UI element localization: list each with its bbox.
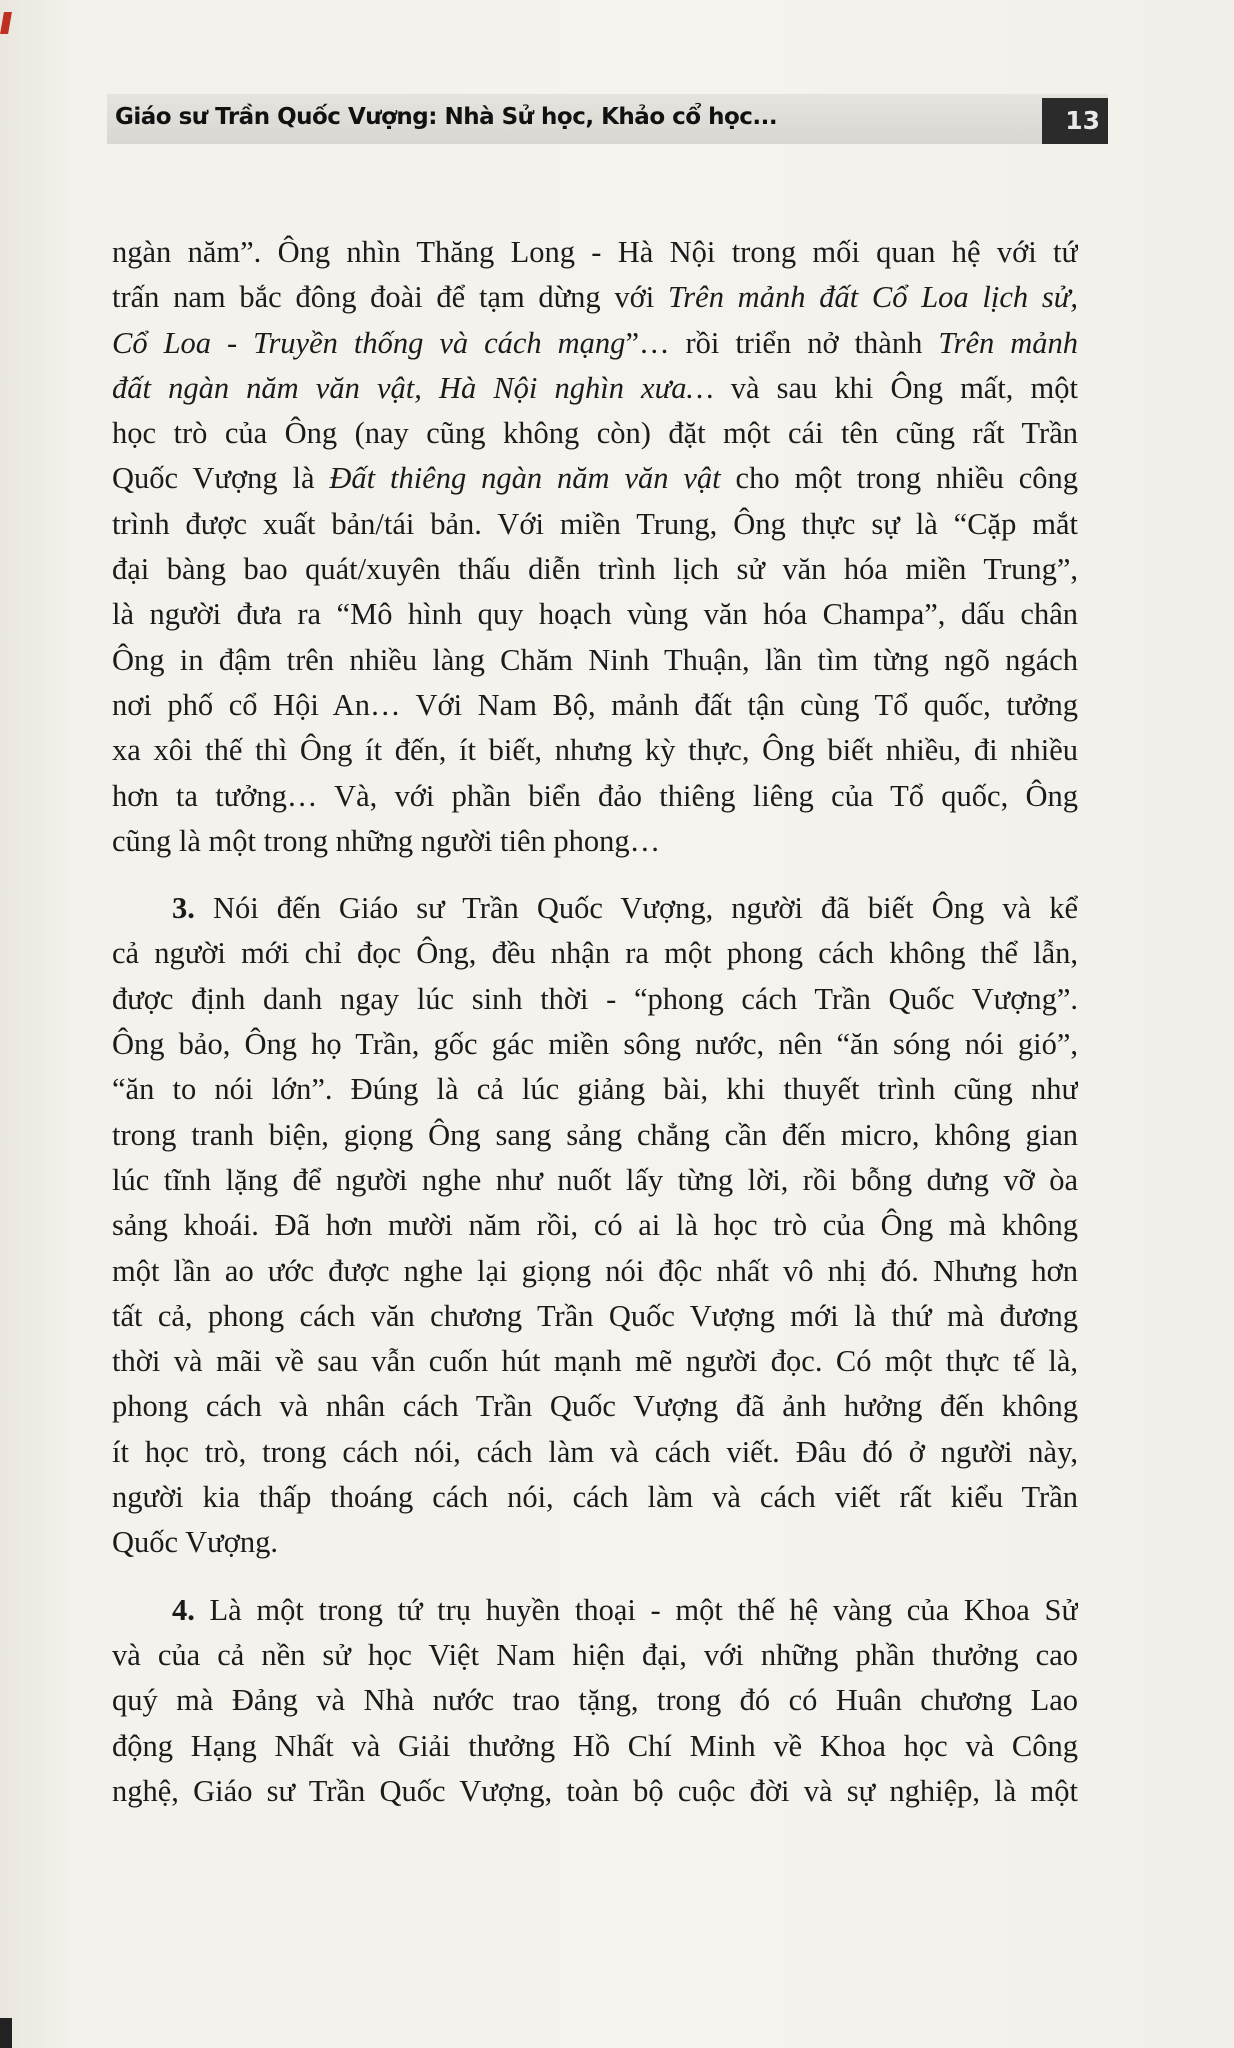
text-line: nơi phố cổ Hội An… Với Nam Bộ, mảnh đất tận cùng Tổ quốc, tưởng: [112, 687, 1078, 722]
text-line: được định danh ngay lúc sinh thời - “phong cách Trần Quốc Vượng”.: [112, 981, 1078, 1016]
text-line: phong cách và nhân cách Trần Quốc Vượng đã ảnh hưởng đến không: [112, 1389, 1078, 1424]
text-line: trình được xuất bản/tái bản. Với miền Trung, Ông thực sự là “Cặp mắt: [112, 506, 1078, 541]
text-line: cũng là một trong những người tiên phong…: [112, 823, 661, 858]
paragraph-4: [112, 1588, 1078, 1814]
text-line: cả người mới chỉ đọc Ông, đều nhận ra một phong cách không thể lẫn,: [112, 936, 1078, 971]
running-title: Giáo sư Trần Quốc Vượng: Nhà Sử học, Khảo cổ học...: [115, 104, 778, 130]
paragraph-number: 3.: [172, 891, 195, 926]
text-line: người kia thấp thoáng cách nói, cách làm và cách viết rất kiểu Trần: [112, 1480, 1078, 1515]
text-line: “ăn to nói lớn”. Đúng là cả lúc giảng bài, khi thuyết trình cũng như: [112, 1072, 1078, 1107]
page-edge-mark: [0, 2018, 12, 2048]
text-line: Ông bảo, Ông họ Trần, gốc gác miền sông nước, nên “ăn sóng nói gió”,: [112, 1027, 1078, 1062]
text-line: đất ngàn năm văn vật, Hà Nội nghìn xưa… và sau khi Ông mất, một: [112, 370, 1078, 405]
text-line: thời và mãi về sau vẫn cuốn hút mạnh mẽ người đọc. Có một thực tế là,: [112, 1344, 1078, 1379]
text-line: ngàn năm”. Ông nhìn Thăng Long - Hà Nội trong mối quan hệ với tứ: [112, 235, 1078, 269]
text-line: Cổ Loa - Truyền thống và cách mạng”… rồi triển nở thành Trên mảnh: [112, 325, 1078, 360]
book-title: Trên mảnh đất Cổ Loa lịch sử,: [668, 280, 1078, 315]
page-number: 13: [1042, 98, 1108, 144]
text-line: ít học trò, trong cách nói, cách làm và cách viết. Đâu đó ở người này,: [112, 1434, 1078, 1469]
text-line: Ông in đậm trên nhiều làng Chăm Ninh Thuận, lần tìm từng ngõ ngách: [112, 642, 1078, 677]
body-text: [112, 230, 1078, 1814]
text-line: trong tranh biện, giọng Ông sang sảng chẳng cần đến micro, không gian: [112, 1117, 1078, 1152]
text-line: 4. Là một trong tứ trụ huyền thoại - một thế hệ vàng của Khoa Sử: [172, 1592, 1078, 1627]
text-line: nghệ, Giáo sư Trần Quốc Vượng, toàn bộ cuộc đời và sự nghiệp, là một: [112, 1773, 1078, 1808]
book-title: Cổ Loa - Truyền thống và cách mạng: [112, 325, 626, 360]
text-line: quý mà Đảng và Nhà nước trao tặng, trong đó có Huân chương Lao: [112, 1683, 1078, 1718]
text-line: xa xôi thế thì Ông ít đến, ít biết, nhưng kỳ thực, Ông biết nhiều, đi nhiều: [112, 733, 1078, 768]
text-line: sảng khoái. Đã hơn mười năm rồi, có ai là học trò của Ông mà không: [112, 1208, 1078, 1243]
text-line: một lần ao ước được nghe lại giọng nói độc nhất vô nhị đó. Nhưng hơn: [112, 1253, 1078, 1288]
text-line: học trò của Ông (nay cũng không còn) đặt một cái tên cũng rất Trần: [112, 416, 1078, 451]
book-title: Trên mảnh: [938, 325, 1078, 360]
text-line: Quốc Vượng là Đất thiêng ngàn năm văn vật cho một trong nhiều công: [112, 461, 1078, 496]
text-line: đại bàng bao quát/xuyên thấu diễn trình lịch sử văn hóa miền Trung”,: [112, 552, 1078, 587]
text-line: lúc tĩnh lặng để người nghe như nuốt lấy từng lời, rồi bỗng dưng vỡ òa: [112, 1162, 1078, 1197]
book-title: đất ngàn năm văn vật, Hà Nội nghìn xưa…: [112, 370, 714, 405]
text-line: Quốc Vượng.: [112, 1525, 278, 1560]
corner-mark: [0, 12, 12, 34]
text-line: và của cả nền sử học Việt Nam hiện đại, với những phần thưởng cao: [112, 1637, 1078, 1672]
text-line: động Hạng Nhất và Giải thưởng Hồ Chí Minh về Khoa học và Công: [112, 1728, 1078, 1763]
paragraph-continued: [112, 230, 1078, 864]
paragraph-number: 4.: [172, 1592, 195, 1627]
book-title: Đất thiêng ngàn năm văn vật: [329, 461, 721, 496]
text-line: trấn nam bắc đông đoài để tạm dừng với Trên mảnh đất Cổ Loa lịch sử,: [112, 280, 1078, 315]
paragraph-3: [112, 886, 1078, 1565]
text-line: 3. Nói đến Giáo sư Trần Quốc Vượng, người đã biết Ông và kể: [172, 891, 1078, 926]
running-header: [107, 94, 1108, 144]
text-line: hơn ta tưởng… Và, với phần biển đảo thiêng liêng của Tổ quốc, Ông: [112, 778, 1078, 813]
text-line: tất cả, phong cách văn chương Trần Quốc Vượng mới là thứ mà đương: [112, 1298, 1078, 1333]
text-line: là người đưa ra “Mô hình quy hoạch vùng văn hóa Champa”, dấu chân: [112, 597, 1078, 632]
